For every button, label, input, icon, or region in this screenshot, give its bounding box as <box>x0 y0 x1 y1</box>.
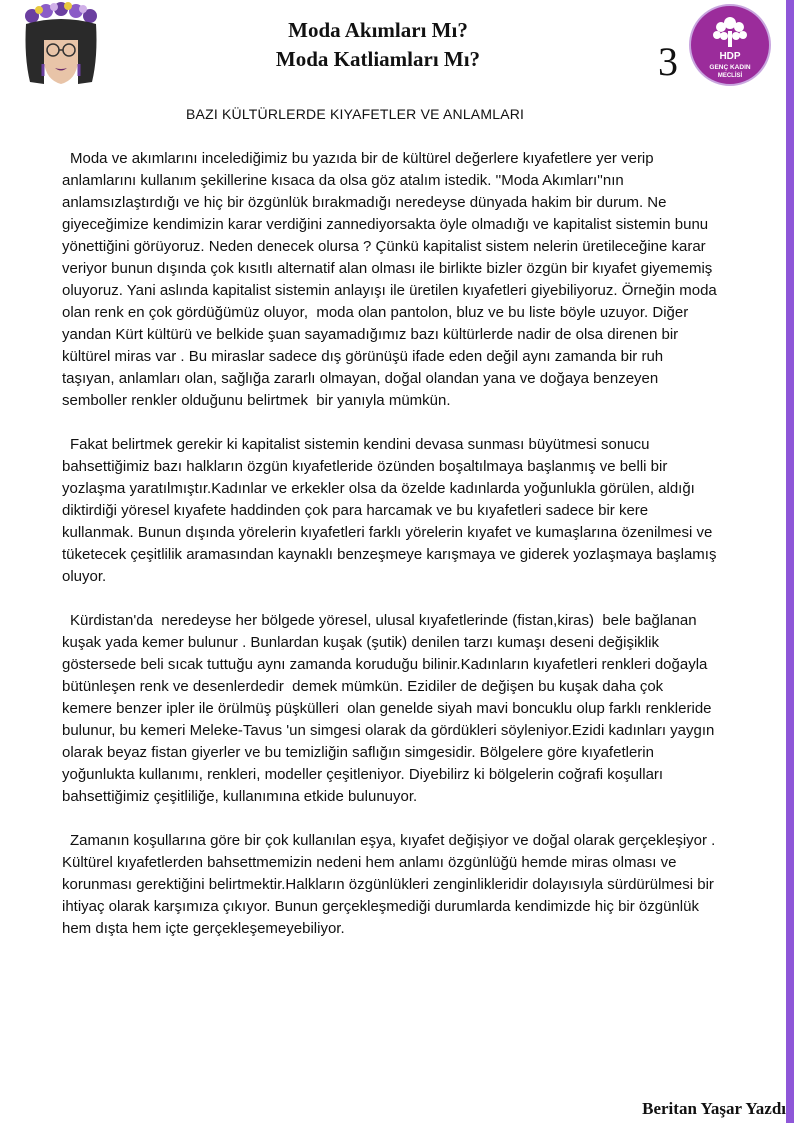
page-title <box>200 16 556 74</box>
paragraph: Zamanın koşullarına göre bir çok kullanılan eşya, kıyafet değişiyor ve doğal olarak gerçekleşiyor . Kültürel kıyafetlerden bahsettmemizin nedeni hem anlamı özgünlüğü hemde miras olması ve korunması gerektiğini belirtmektir.Halkların özgünlükleri zenginlikleridir dolayısıyla sürdürülmesi bir ihtiyaç olarak karşımıza çıkıyor. Bunun gerçekleşmediği durumlarda kendimizde hiç bir özgünlük hem dışta hem içte gerçekleşemeyebiliyor. <box>62 832 720 937</box>
avatar <box>16 2 106 92</box>
paragraph: Fakat belirtmek gerekir ki kapitalist sistemin kendini devasa sunması büyütmesi sonucu bahsettiğimiz bazı halkların özgün kıyafetleride özünden boşaltılmaya başlanmış ve belli bir yozlaşma yaratılmıştır.Kadınlar ve erkekler olsa da özelde kadınlarda yoğunlukla görülen, aldığı diktirdiği yöresel kıyafete haddinden çok para harcamak ve bu kıyafetleri sadece bir kere kullanmak. Bunun dışında yörelerin kıyafetleri farklı yörelerin kıyafet ve kumaşlarına özenilmesi ve tüketecek çeşitlilik aramasından kaynaklı benzeşmeye karışmaya ve giderek yozlaşmaya başlamış oluyor. <box>62 436 721 585</box>
title-line-2: Moda Katliamları Mı? <box>275 47 481 71</box>
paragraph: Kürdistan'da neredeyse her bölgede yöresel, ulusal kıyafetlerinde (fistan,kiras) bele bağlanan kuşak yada kemer bulunur . Bunlardan kuşak (şutik) denilen tarzı kumaşı deseni değişiklik göstersede beli sıcak tuttuğu aynı zamanda koruduğu bilinir.Kadınların kıyafetleri renkleri doğayla bütünleşen renk ve desenlerdedir demek mümkün. Ezidiler de değişen bu kuşak daha çok kemere benzer ipler ile örülmüş püşkülleri olan genelde siyah mavi boncuklu olup farklı renkleride bulunur, bu kemeri Meleke-Tavus 'un simgesi olarak da gördükleri söyleniyor.Ezidi kadınları yaygın olarak beyaz fistan giyerler ve bu temizliğin saflığın simgesidir. Bölgelere göre kıyafetlerin yoğunlukta kullanımı, renkleri, modeller çeşitleniyor. Diyebilirz ki bölgelerin coğrafi koşulları bahsettiğimiz çeşitliliğe, kullanımına etkide bulunuyor. <box>62 612 719 805</box>
logo-line-1: GENÇ KADIN <box>709 64 751 71</box>
author-signature: Beritan Yaşar Yazdı <box>642 1099 786 1118</box>
article-body <box>62 148 721 962</box>
article-heading: BAZI KÜLTÜRLERDE KIYAFETLER VE ANLAMLARI <box>186 106 525 122</box>
title-line-1: Moda Akımları Mı? <box>288 18 468 42</box>
page-number: 3 <box>658 39 678 84</box>
page-edge-bar <box>786 0 794 1123</box>
logo-abbr: HDP <box>719 51 741 62</box>
hdp-logo <box>688 3 772 87</box>
paragraph: Moda ve akımlarını incelediğimiz bu yazıda bir de kültürel değerlere kıyafetlere yer verip anlamlarını kullanım şekillerine kısaca da olsa göz atalım istedik. ''Moda Akımları''nın anlamsızlaştırdığı ve hiç bir özgünlük bırakmadığı neredeyse dünyada hakim bir durum. Ne giyeceğimize kendimizin karar verdiğini zannediyorsakta öyle olmadığı ve kapitalist sistemin bunu yönettiğini görüyoruz. Neden denecek olursa ? Çünkü kapitalist sistem nelerin üretileceğine karar veriyor bunun dışında çok kısıtlı alternatif alan olması ile birlikte bizler özgün bir kıyafet giyememiş oluyoruz. Yani aslında kapitalist sistemin anlayışı ile üretilen kıyafetleri giyebiliyoruz. Örneğin moda olan renk en çok gördüğümüz oluyor, moda olan pantolon, bluz ve bu liste böyle uzuyor. Diğer yandan Kürt kültürü ve belkide şuan sayamadığımız bazı kültürlerde nadir de olsa direnen bir kültürel miras var . Bu miraslar sadece dış görünüşü ifade eden değil aynı zamanda bir ruh taşıyan, anlamları olan, sağlığa zararlı olmayan, doğal olandan yana ve doğaya benzeyen semboller renkler olduğunu belirtmek bir yanıyla mümkün. <box>62 150 721 409</box>
logo-line-2: MECLİSİ <box>717 73 743 79</box>
